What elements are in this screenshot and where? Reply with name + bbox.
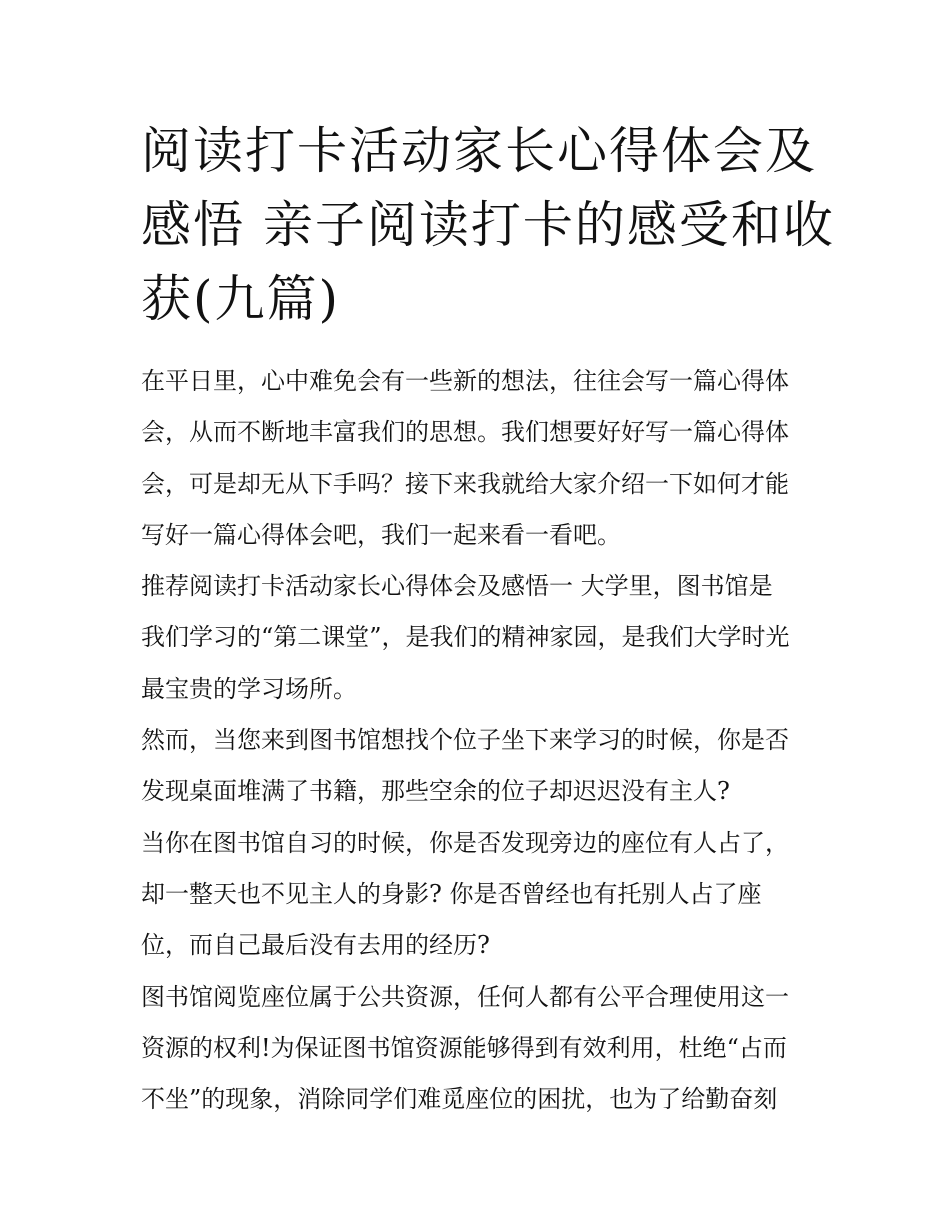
body-line: 最宝贵的学习场所。 — [141, 674, 357, 703]
body-line: 当你在图书馆自习的时候，你是否发现旁边的座位有人占了， — [141, 828, 789, 857]
body-line: 写好一篇心得体会吧，我们一起来看一看吧。 — [141, 520, 621, 549]
body-line: 发现桌面堆满了书籍，那些空余的位子却迟迟没有主人? — [141, 777, 730, 806]
body-line: 然而，当您来到图书馆想找个位子坐下来学习的时候，你是否 — [141, 726, 789, 755]
body-line: 推荐阅读打卡活动家长心得体会及感悟一 大学里，图书馆是 — [141, 572, 773, 601]
title-line: 阅读打卡活动家长心得体会及 — [141, 122, 817, 180]
body-line: 会，从而不断地丰富我们的思想。我们想要好好写一篇心得体 — [141, 418, 789, 447]
document-body — [141, 356, 841, 1125]
body-line: 在平日里，心中难免会有一些新的想法，往往会写一篇心得体 — [141, 367, 789, 395]
body-line: 资源的权利!为保证图书馆资源能够得到有效利用，杜绝“占而 — [141, 1033, 787, 1062]
body-line: 会，可是却无从下手吗？接下来我就给大家介绍一下如何才能 — [141, 469, 789, 498]
document-title — [141, 114, 835, 336]
title-line: 获(九篇) — [141, 270, 341, 328]
body-line: 我们学习的“第二课堂”，是我们的精神家园，是我们大学时光 — [141, 623, 790, 652]
body-line: 位，而自己最后没有去用的经历? — [141, 931, 490, 960]
body-line: 不坐”的现象，消除同学们难觅座位的困扰，也为了给勤奋刻 — [141, 1085, 778, 1114]
body-line: 图书馆阅览座位属于公共资源，任何人都有公平合理使用这一 — [141, 982, 789, 1011]
body-line: 却一整天也不见主人的身影? 你是否曾经也有托别人占了座 — [141, 879, 762, 908]
title-line: 感悟 亲子阅读打卡的感受和收 — [141, 196, 835, 254]
